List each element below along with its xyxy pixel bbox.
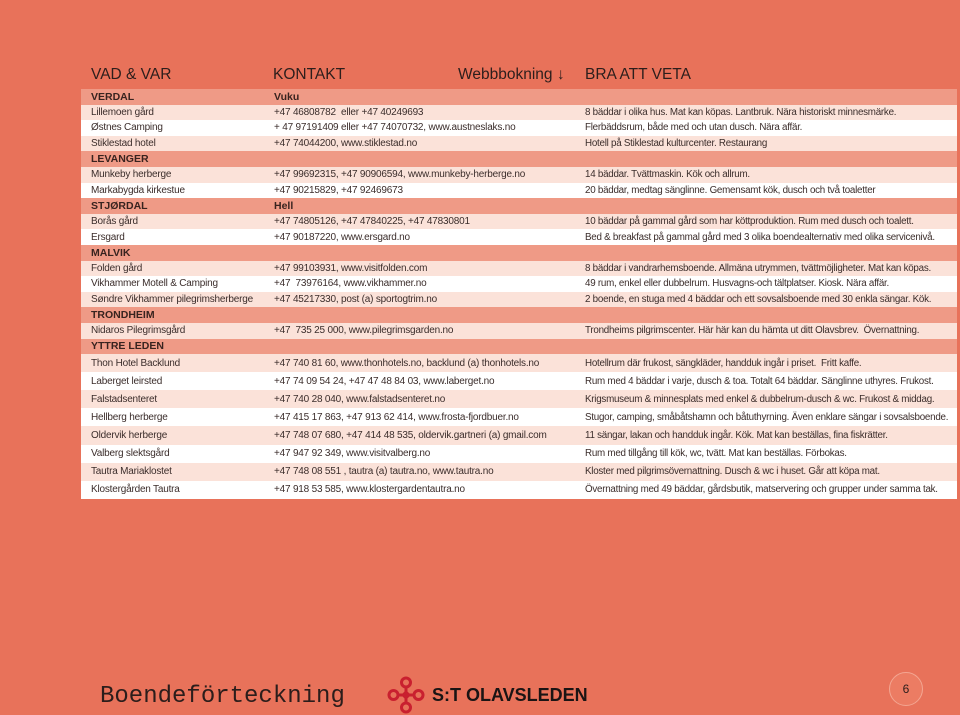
info-text: Rum med 4 bäddar i varje, dusch & toa. Totalt 64 bäddar. Sänglinne uthyres. Frukost.: [585, 375, 934, 387]
area-label: Hell: [274, 199, 294, 212]
table-row: [81, 261, 957, 277]
table-row: [81, 120, 957, 136]
area-label: Vuku: [274, 90, 300, 103]
table-row: [81, 463, 957, 481]
table-row: [81, 214, 957, 230]
contact-info: +47 748 08 551 , tautra (a) tautra.no, www.tautra.no: [274, 466, 494, 478]
info-text: 10 bäddar på gammal gård som har köttproduktion. Rum med dusch och toalett.: [585, 216, 914, 228]
st-olav-cross-icon: [387, 676, 425, 714]
accommodation-name: Vikhammer Motell & Camping: [91, 278, 218, 290]
accommodation-name: Folden gård: [91, 262, 143, 274]
region-section: [81, 307, 957, 338]
region-section: [81, 245, 957, 307]
region-header: [81, 339, 957, 355]
table-row: [81, 183, 957, 199]
table-row: [81, 167, 957, 183]
contact-info: +47 73976164, www.vikhammer.no: [274, 278, 427, 290]
info-text: 8 bäddar i olika hus. Mat kan köpas. Lantbruk. Nära historiskt minnesmärke.: [585, 106, 897, 118]
table-row: [81, 390, 957, 408]
contact-info: +47 740 28 040, www.falstadsenteret.no: [274, 393, 446, 405]
column-header-contact: KONTAKT: [273, 66, 346, 83]
region-label: STJØRDAL: [91, 199, 148, 212]
info-text: Hotellrum där frukost, sängkläder, handduk ingår i priset. Fritt kaffe.: [585, 357, 862, 369]
region-header: [81, 89, 957, 105]
region-section: [81, 339, 957, 499]
info-text: 49 rum, enkel eller dubbelrum. Husvagns-och tältplatser. Kiosk. Nära affär.: [585, 278, 889, 290]
accommodation-name: Oldervik herberge: [91, 430, 168, 442]
info-text: 14 bäddar. Tvättmaskin. Kök och allrum.: [585, 169, 750, 181]
table-row: [81, 229, 957, 245]
footer-title: Boendeförteckning: [100, 683, 345, 710]
info-text: Flerbäddsrum, både med och utan dusch. Nära affär.: [585, 122, 803, 134]
region-section: [81, 89, 957, 151]
contact-info: +47 415 17 863, +47 913 62 414, www.frosta-fjordbuer.no: [274, 411, 519, 423]
info-text: 8 bäddar i vandrarhemsboende. Allmäna utrymmen, tvättmöjligheter. Mat kan köpas.: [585, 262, 931, 274]
region-label: LEVANGER: [91, 153, 149, 166]
table-row: [81, 426, 957, 444]
info-text: Rum med tillgång till kök, wc, tvätt. Mat kan beställas. Förbokas.: [585, 448, 847, 460]
accommodation-name: Østnes Camping: [91, 122, 163, 134]
info-text: 2 boende, en stuga med 4 bäddar och ett sovsalsboende med 30 enkla sängar. Kök.: [585, 294, 932, 306]
page-number-badge: [889, 672, 923, 706]
contact-info: +47 740 81 60, www.thonhotels.no, backlund (a) thonhotels.no: [274, 357, 540, 369]
contact-info: +47 90215829, +47 92469673: [274, 184, 403, 196]
region-section: [81, 151, 957, 198]
contact-info: +47 918 53 585, www.klostergardentautra.no: [274, 484, 465, 496]
accommodation-name: Lillemoen gård: [91, 106, 154, 118]
table-row: [81, 323, 957, 339]
contact-info: +47 735 25 000, www.pilegrimsgarden.no: [274, 325, 454, 337]
info-text: Övernattning med 49 bäddar, gårdsbutik, matservering och grupper under samma tak.: [585, 484, 938, 496]
accommodation-table: [81, 89, 957, 499]
brand-name: S:T OLAVSLEDEN: [432, 685, 588, 705]
page-number: 6: [902, 682, 910, 696]
table-row: [81, 372, 957, 390]
table-row: [81, 276, 957, 292]
table-row: [81, 481, 957, 499]
table-row: [81, 445, 957, 463]
table-row: [81, 136, 957, 152]
region-label: VERDAL: [91, 90, 135, 103]
contact-info: +47 45217330, post (a) sportogtrim.no: [274, 294, 437, 306]
region-label: YTTRE LEDEN: [91, 340, 164, 353]
accommodation-name: Thon Hotel Backlund: [91, 357, 181, 369]
accommodation-name: Laberget leirsted: [91, 375, 163, 387]
contact-info: +47 90187220, www.ersgard.no: [274, 231, 410, 243]
column-header-web-booking: Webbbokning ↓: [458, 66, 565, 83]
column-header-place: VAD & VAR: [91, 66, 172, 83]
info-text: 11 sängar, lakan och handduk ingår. Kök. Mat kan beställas, fina fiskrätter.: [585, 430, 888, 442]
region-label: TRONDHEIM: [91, 309, 155, 322]
accommodation-name: Hellberg herberge: [91, 411, 168, 423]
accommodation-name: Ersgard: [91, 231, 125, 243]
contact-info: +47 99692315, +47 90906594, www.munkeby-herberge.no: [274, 169, 526, 181]
info-text: Hotell på Stiklestad kulturcenter. Restaurang: [585, 138, 768, 150]
info-text: Krigsmuseum & minnesplats med enkel & dubbelrum-dusch & wc. Frukost & middag.: [585, 393, 935, 405]
region-header: [81, 245, 957, 261]
accommodation-name: Stiklestad hotel: [91, 138, 156, 150]
info-text: Bed & breakfast på gammal gård med 3 olika boendealternativ med olika servicenivå.: [585, 231, 935, 243]
contact-info: + 47 97191409 eller +47 74070732, www.austneslaks.no: [274, 122, 516, 134]
contact-info: +47 74 09 54 24, +47 47 48 84 03, www.laberget.no: [274, 375, 495, 387]
contact-info: +47 99103931, www.visitfolden.com: [274, 262, 428, 274]
info-text: Stugor, camping, småbåtshamn och båtuthyrning. Även enklare sängar i sovsalsboende.: [585, 411, 949, 423]
contact-info: +47 947 92 349, www.visitvalberg.no: [274, 448, 431, 460]
info-text: 20 bäddar, medtag sänglinne. Gemensamt kök, dusch och två toaletter: [585, 184, 876, 196]
accommodation-name: Søndre Vikhammer pilegrimsherberge: [91, 294, 253, 306]
region-header: [81, 198, 957, 214]
contact-info: +47 74805126, +47 47840225, +47 47830801: [274, 216, 470, 228]
info-text: Kloster med pilgrimsövernattning. Dusch & wc i huset. Går att köpa mat.: [585, 466, 880, 478]
region-header: [81, 307, 957, 323]
contact-info: +47 74044200, www.stiklestad.no: [274, 138, 418, 150]
table-row: [81, 105, 957, 121]
region-section: [81, 198, 957, 245]
accommodation-name: Valberg slektsgård: [91, 448, 170, 460]
info-text: Trondheims pilgrimscenter. Här här kan du hämta ut ditt Olavsbrev. Övernattning.: [585, 325, 920, 337]
accommodation-name: Falstadsenteret: [91, 393, 157, 405]
table-row: [81, 408, 957, 426]
table-row: [81, 292, 957, 308]
accommodation-name: Munkeby herberge: [91, 169, 172, 181]
table-row: [81, 354, 957, 372]
accommodation-name: Tautra Mariaklostet: [91, 466, 172, 478]
contact-info: +47 748 07 680, +47 414 48 535, oldervik.gartneri (a) gmail.com: [274, 430, 547, 442]
region-label: MALVIK: [91, 246, 131, 259]
accommodation-name: Borås gård: [91, 216, 138, 228]
accommodation-name: Markabygda kirkestue: [91, 184, 185, 196]
accommodation-name: Nidaros Pilegrimsgård: [91, 325, 186, 337]
contact-info: +47 46808782 eller +47 40249693: [274, 106, 424, 118]
accommodation-name: Klostergården Tautra: [91, 484, 180, 496]
column-header-good-to-know: BRA ATT VETA: [585, 66, 691, 83]
region-header: [81, 151, 957, 167]
